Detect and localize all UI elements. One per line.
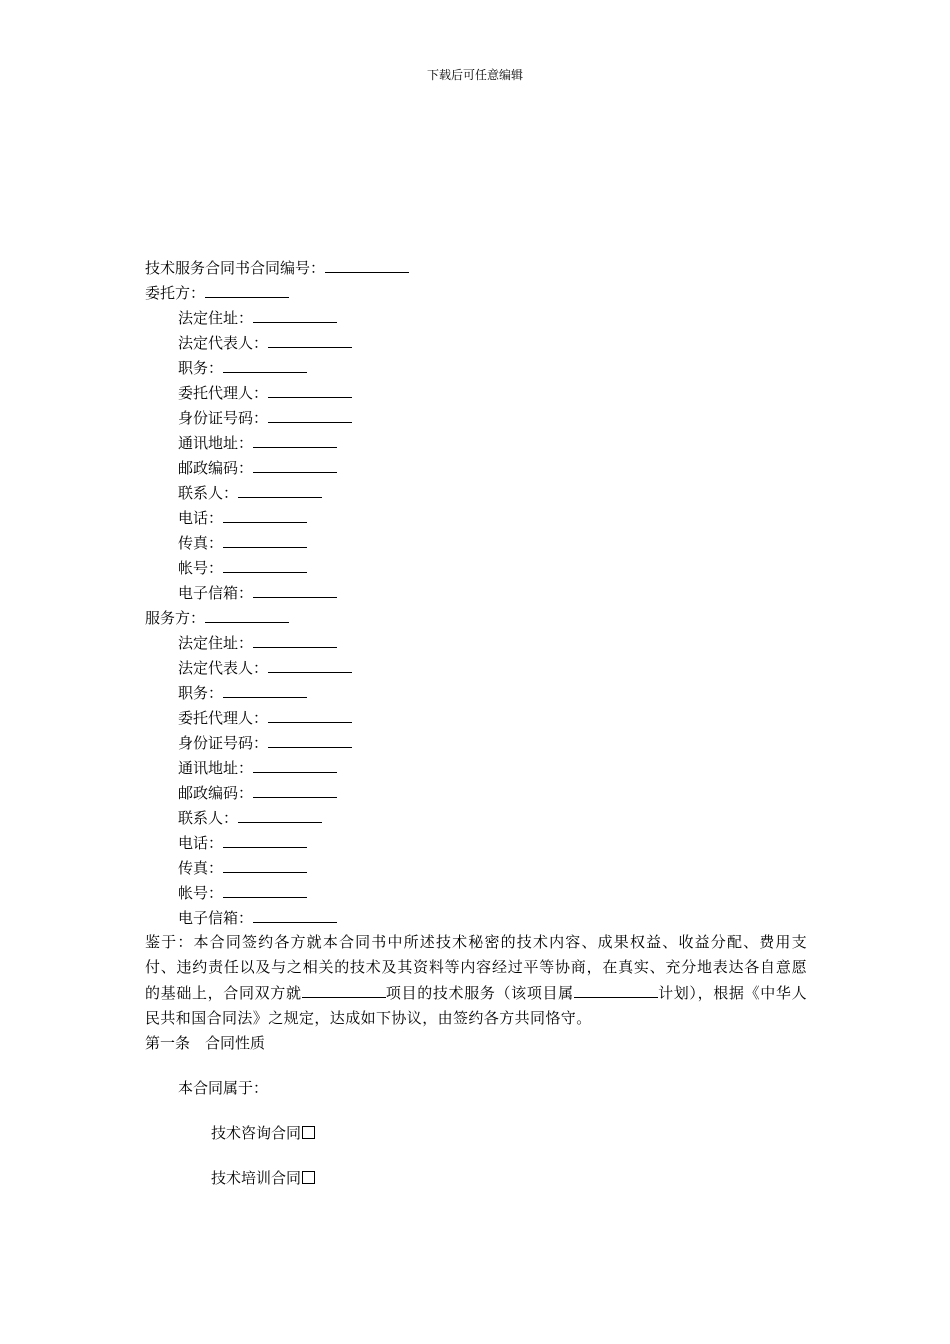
- provider-field-label: 帐号：: [178, 884, 224, 902]
- spacer: [145, 1056, 807, 1076]
- provider-field-blank[interactable]: [268, 730, 352, 748]
- provider-field-blank[interactable]: [253, 755, 337, 773]
- client-label: 委托方：: [145, 284, 206, 302]
- provider-field-label: 电话：: [178, 834, 224, 852]
- provider-field-label: 法定住址：: [178, 634, 254, 652]
- client-field-blank[interactable]: [223, 355, 307, 373]
- client-field-row: [145, 555, 807, 580]
- provider-label: 服务方：: [145, 609, 206, 627]
- provider-field-label: 委托代理人：: [178, 709, 269, 727]
- client-field-blank[interactable]: [223, 530, 307, 548]
- option-label: 技术培训合同: [211, 1169, 302, 1187]
- option-consulting: [145, 1121, 807, 1146]
- client-field-row: [145, 530, 807, 555]
- preamble-text-3: 计划），根据《中华人民共和国合同法》之规定，达成如下协议，由签约各方共同恪守。: [145, 984, 807, 1027]
- client-field-row: [145, 380, 807, 405]
- client-field-blank[interactable]: [253, 430, 337, 448]
- provider-field-blank[interactable]: [268, 705, 352, 723]
- provider-field-row: [145, 780, 807, 805]
- client-field-label: 身份证号码：: [178, 409, 269, 427]
- provider-field-blank[interactable]: [223, 880, 307, 898]
- client-field-blank[interactable]: [253, 455, 337, 473]
- provider-field-row: [145, 730, 807, 755]
- contract-number-blank[interactable]: [325, 255, 409, 273]
- option-label: 技术咨询合同: [211, 1124, 302, 1142]
- client-field-row: [145, 430, 807, 455]
- client-field-row: [145, 505, 807, 530]
- client-field-blank[interactable]: [253, 305, 337, 323]
- provider-field-row: [145, 655, 807, 680]
- client-field-label: 邮政编码：: [178, 459, 254, 477]
- provider-field-row: [145, 905, 807, 930]
- client-field-label: 委托代理人：: [178, 384, 269, 402]
- preamble-text-1: 鉴于：本合同签约各方就本合同书中所述技术秘密的技术内容、成果权益、收益分配、费用支付、违约责任以及与之相关的技术及其资料等内容经过平等协商，在真实、充分地表达各自意愿的基础上，合同双方就: [145, 933, 807, 1002]
- client-name-blank[interactable]: [205, 280, 289, 298]
- client-field-blank[interactable]: [268, 330, 352, 348]
- preamble-paragraph: [145, 930, 807, 1031]
- client-field-label: 法定住址：: [178, 309, 254, 327]
- client-line: [145, 280, 807, 305]
- client-field-row: [145, 480, 807, 505]
- client-field-label: 法定代表人：: [178, 334, 269, 352]
- provider-field-row: [145, 830, 807, 855]
- client-field-blank[interactable]: [268, 380, 352, 398]
- consulting-checkbox[interactable]: [302, 1126, 315, 1139]
- client-field-blank[interactable]: [253, 580, 337, 598]
- provider-field-blank[interactable]: [253, 780, 337, 798]
- provider-field-blank[interactable]: [238, 805, 322, 823]
- contract-title: 技术服务合同书合同编号：: [145, 259, 326, 277]
- provider-field-row: [145, 880, 807, 905]
- client-field-label: 电子信箱：: [178, 584, 254, 602]
- provider-field-blank[interactable]: [253, 630, 337, 648]
- spacer: [145, 1146, 807, 1166]
- client-field-label: 通讯地址：: [178, 434, 254, 452]
- client-field-blank[interactable]: [268, 405, 352, 423]
- client-field-blank[interactable]: [223, 555, 307, 573]
- provider-field-row: [145, 630, 807, 655]
- client-field-blank[interactable]: [223, 505, 307, 523]
- client-field-label: 电话：: [178, 509, 224, 527]
- provider-field-label: 传真：: [178, 859, 224, 877]
- contract-document: [145, 255, 807, 1191]
- plan-name-blank[interactable]: [574, 980, 658, 998]
- client-field-row: [145, 580, 807, 605]
- contract-title-line: [145, 255, 807, 280]
- provider-line: [145, 605, 807, 630]
- client-field-label: 传真：: [178, 534, 224, 552]
- client-field-blank[interactable]: [238, 480, 322, 498]
- client-field-label: 职务：: [178, 359, 224, 377]
- article-intro: 本合同属于：: [178, 1079, 269, 1097]
- provider-field-row: [145, 805, 807, 830]
- client-field-row: [145, 330, 807, 355]
- provider-field-label: 电子信箱：: [178, 909, 254, 927]
- provider-field-row: [145, 705, 807, 730]
- provider-field-label: 法定代表人：: [178, 659, 269, 677]
- provider-field-label: 职务：: [178, 684, 224, 702]
- client-field-row: [145, 405, 807, 430]
- client-field-row: [145, 355, 807, 380]
- provider-field-label: 邮政编码：: [178, 784, 254, 802]
- provider-field-blank[interactable]: [223, 855, 307, 873]
- provider-field-row: [145, 755, 807, 780]
- provider-field-row: [145, 855, 807, 880]
- provider-field-row: [145, 680, 807, 705]
- provider-field-blank[interactable]: [268, 655, 352, 673]
- client-field-label: 帐号：: [178, 559, 224, 577]
- spacer: [145, 1101, 807, 1121]
- provider-field-label: 通讯地址：: [178, 759, 254, 777]
- option-training: [145, 1166, 807, 1191]
- provider-field-blank[interactable]: [223, 680, 307, 698]
- client-field-row: [145, 455, 807, 480]
- provider-name-blank[interactable]: [205, 605, 289, 623]
- provider-field-blank[interactable]: [223, 830, 307, 848]
- article-heading: 第一条 合同性质: [145, 1034, 266, 1052]
- page-header: 下载后可任意编辑: [426, 68, 523, 82]
- project-name-blank[interactable]: [302, 980, 386, 998]
- training-checkbox[interactable]: [302, 1171, 315, 1184]
- preamble-text-2: 项目的技术服务（该项目属: [385, 984, 574, 1002]
- provider-field-blank[interactable]: [253, 905, 337, 923]
- provider-field-label: 身份证号码：: [178, 734, 269, 752]
- provider-field-label: 联系人：: [178, 809, 239, 827]
- client-field-row: [145, 305, 807, 330]
- client-field-label: 联系人：: [178, 484, 239, 502]
